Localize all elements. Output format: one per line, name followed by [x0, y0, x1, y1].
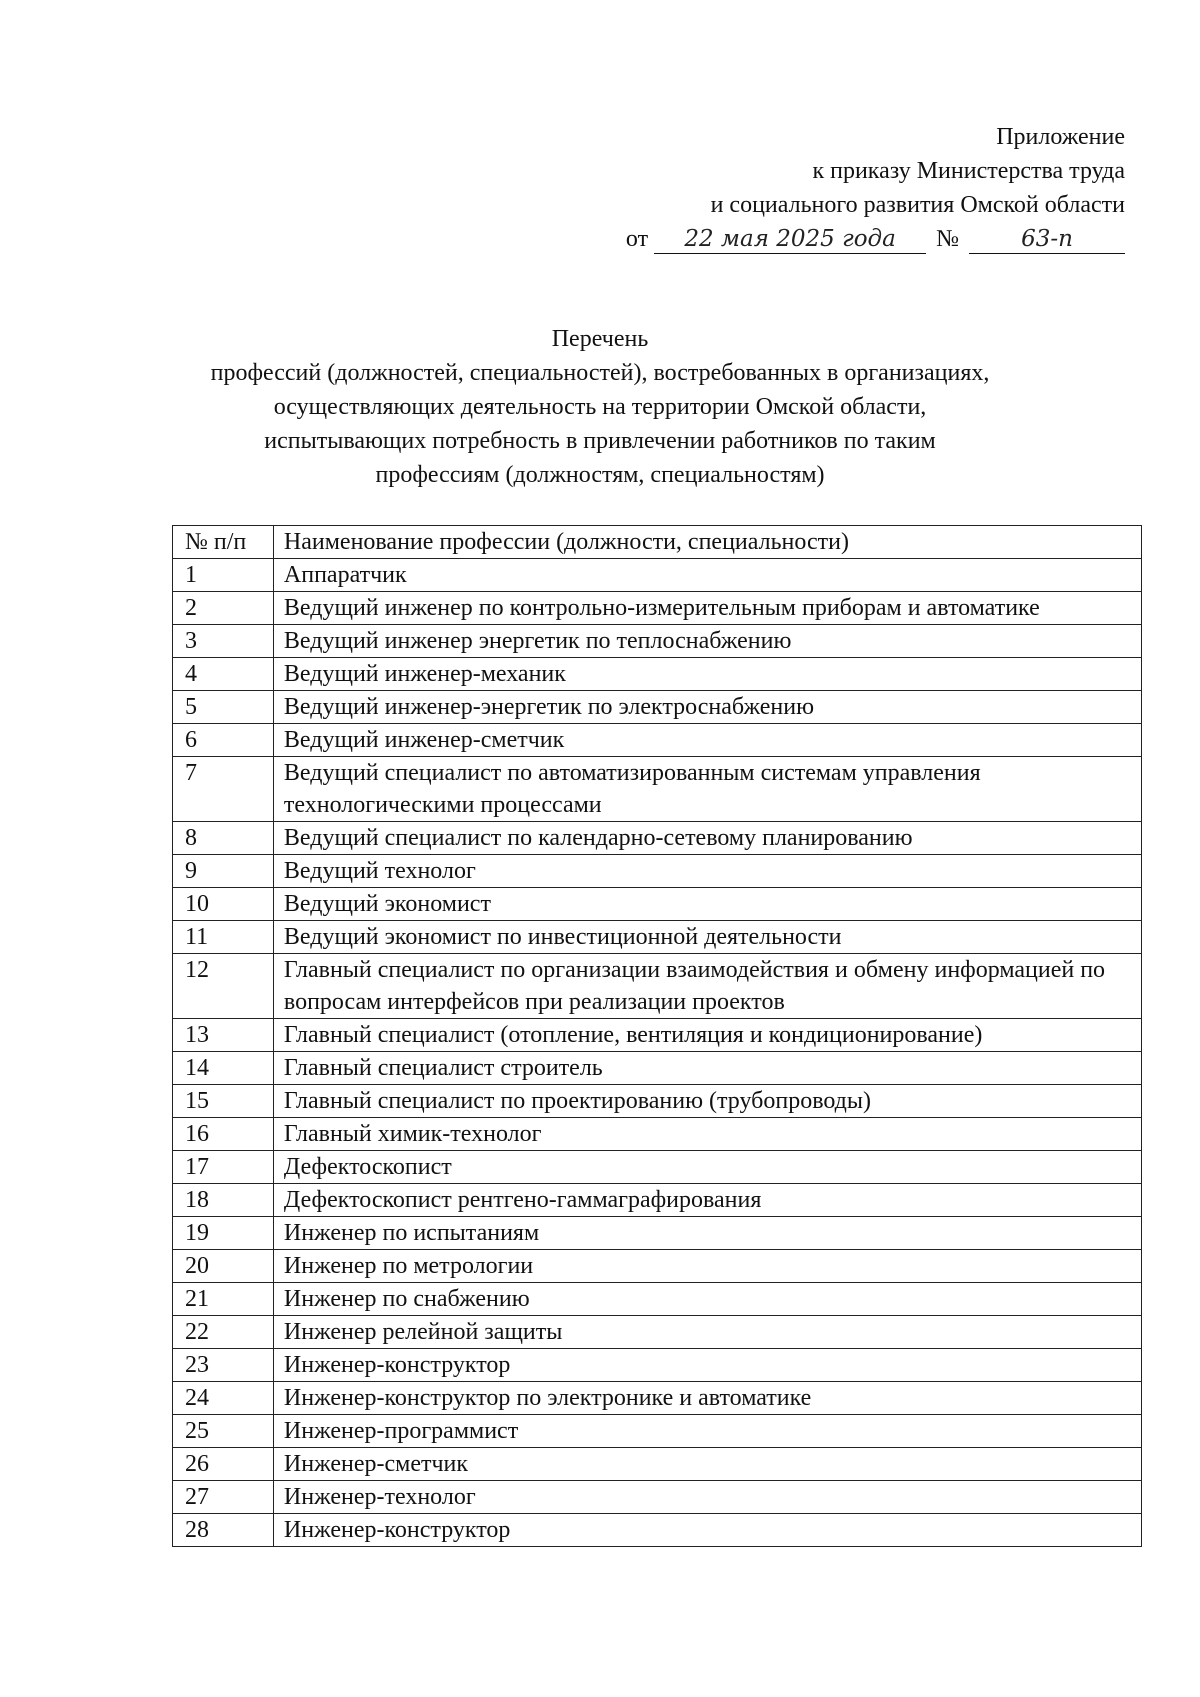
- number-label: №: [936, 226, 959, 252]
- appendix-header: [626, 120, 1125, 256]
- profession-name-cell: Главный специалист по организации взаимодействия и обмену информацией по вопросам интерфейсов при реализации проектов: [273, 954, 1141, 1019]
- row-number-cell: 2: [173, 592, 274, 625]
- profession-name-cell: Ведущий инженер-энергетик по электроснабжению: [273, 691, 1141, 724]
- profession-name-cell: Главный химик-технолог: [273, 1118, 1141, 1151]
- table-row: [173, 658, 1142, 691]
- row-number-cell: 19: [173, 1217, 274, 1250]
- profession-name-cell: Главный специалист по проектированию (трубопроводы): [273, 1085, 1141, 1118]
- row-number-cell: 25: [173, 1415, 274, 1448]
- profession-name-cell: Инженер по испытаниям: [273, 1217, 1141, 1250]
- profession-name-cell: Главный специалист (отопление, вентиляция и кондиционирование): [273, 1019, 1141, 1052]
- table-row: [173, 822, 1142, 855]
- order-date-number-line: [626, 222, 1125, 256]
- profession-name-cell: Ведущий экономист: [273, 888, 1141, 921]
- row-number-cell: 10: [173, 888, 274, 921]
- row-number-cell: 12: [173, 954, 274, 1019]
- profession-name-cell: Ведущий инженер-механик: [273, 658, 1141, 691]
- row-number-cell: 27: [173, 1481, 274, 1514]
- table-row: [173, 1514, 1142, 1547]
- table-row: [173, 757, 1142, 822]
- table-row: [173, 888, 1142, 921]
- profession-name-cell: Ведущий экономист по инвестиционной деятельности: [273, 921, 1141, 954]
- row-number-cell: 7: [173, 757, 274, 822]
- row-number-cell: 11: [173, 921, 274, 954]
- profession-name-cell: Инженер-конструктор по электронике и автоматике: [273, 1382, 1141, 1415]
- table-header-row: [173, 526, 1142, 559]
- profession-name-cell: Инженер-конструктор: [273, 1349, 1141, 1382]
- table-row: [173, 691, 1142, 724]
- profession-name-cell: Ведущий специалист по календарно-сетевому планированию: [273, 822, 1141, 855]
- row-number-cell: 28: [173, 1514, 274, 1547]
- profession-name-cell: Инженер-технолог: [273, 1481, 1141, 1514]
- row-number-cell: 5: [173, 691, 274, 724]
- table-row: [173, 1349, 1142, 1382]
- table-row: [173, 1316, 1142, 1349]
- profession-name-cell: Ведущий инженер-сметчик: [273, 724, 1141, 757]
- table-row: [173, 1415, 1142, 1448]
- table-row: [173, 1283, 1142, 1316]
- row-number-cell: 24: [173, 1382, 274, 1415]
- row-number-cell: 26: [173, 1448, 274, 1481]
- row-number-cell: 9: [173, 855, 274, 888]
- table-row: [173, 1151, 1142, 1184]
- table-row: [173, 1481, 1142, 1514]
- row-number-cell: 23: [173, 1349, 274, 1382]
- order-reference-line2: и социального развития Омской области: [710, 192, 1125, 218]
- from-label: от: [625, 226, 649, 252]
- table-row: [173, 1184, 1142, 1217]
- table-row: [173, 855, 1142, 888]
- table-row: [173, 592, 1142, 625]
- professions-table-container: [172, 525, 1142, 1547]
- document-title: [150, 322, 1050, 492]
- profession-name-cell: Инженер по метрологии: [273, 1250, 1141, 1283]
- title-line-5: профессиям (должностям, специальностям): [375, 462, 825, 488]
- table-row: [173, 921, 1142, 954]
- row-number-cell: 4: [173, 658, 274, 691]
- profession-name-cell: Дефектоскопист рентгено-гаммаграфирования: [273, 1184, 1141, 1217]
- table-row: [173, 1382, 1142, 1415]
- title-heading: Перечень: [551, 326, 649, 352]
- table-row: [173, 1250, 1142, 1283]
- table-row: [173, 1217, 1142, 1250]
- row-number-cell: 14: [173, 1052, 274, 1085]
- appendix-label: Приложение: [996, 124, 1125, 150]
- profession-name-cell: Дефектоскопист: [273, 1151, 1141, 1184]
- profession-name-cell: Инженер-программист: [273, 1415, 1141, 1448]
- table-row: [173, 1052, 1142, 1085]
- row-number-cell: 22: [173, 1316, 274, 1349]
- profession-name-cell: Ведущий специалист по автоматизированным системам управления технологическими процессами: [273, 757, 1141, 822]
- row-number-cell: 18: [173, 1184, 274, 1217]
- profession-name-cell: Инженер по снабжению: [273, 1283, 1141, 1316]
- title-line-2: профессий (должностей, специальностей), востребованных в организациях,: [210, 360, 990, 386]
- row-number-cell: 13: [173, 1019, 274, 1052]
- profession-name-cell: Инженер-конструктор: [273, 1514, 1141, 1547]
- handwritten-date: 22 мая 2025 года: [654, 225, 926, 254]
- profession-name-cell: Ведущий технолог: [273, 855, 1141, 888]
- profession-name-cell: Инженер-сметчик: [273, 1448, 1141, 1481]
- row-number-cell: 15: [173, 1085, 274, 1118]
- handwritten-order-number: 63-п: [969, 225, 1125, 254]
- profession-name-cell: Аппаратчик: [273, 559, 1141, 592]
- table-row: [173, 625, 1142, 658]
- table-row: [173, 1019, 1142, 1052]
- profession-name-cell: Ведущий инженер энергетик по теплоснабжению: [273, 625, 1141, 658]
- row-number-cell: 8: [173, 822, 274, 855]
- row-number-cell: 1: [173, 559, 274, 592]
- table-row: [173, 559, 1142, 592]
- row-number-cell: 21: [173, 1283, 274, 1316]
- professions-table: [172, 525, 1142, 1547]
- table-row: [173, 954, 1142, 1019]
- row-number-cell: 3: [173, 625, 274, 658]
- table-body: [173, 559, 1142, 1547]
- row-number-cell: 17: [173, 1151, 274, 1184]
- table-row: [173, 1085, 1142, 1118]
- table-row: [173, 724, 1142, 757]
- table-row: [173, 1118, 1142, 1151]
- table-row: [173, 1448, 1142, 1481]
- profession-name-cell: Инженер релейной защиты: [273, 1316, 1141, 1349]
- row-number-cell: 20: [173, 1250, 274, 1283]
- row-number-cell: 6: [173, 724, 274, 757]
- title-line-3: осуществляющих деятельность на территории Омской области,: [273, 394, 927, 420]
- column-header-number: № п/п: [173, 526, 274, 559]
- profession-name-cell: Ведущий инженер по контрольно-измерительным приборам и автоматике: [273, 592, 1141, 625]
- order-reference-line1: к приказу Министерства труда: [812, 158, 1125, 184]
- column-header-name: Наименование профессии (должности, специальности): [273, 526, 1141, 559]
- profession-name-cell: Главный специалист строитель: [273, 1052, 1141, 1085]
- row-number-cell: 16: [173, 1118, 274, 1151]
- title-line-4: испытывающих потребность в привлечении работников по таким: [264, 428, 936, 454]
